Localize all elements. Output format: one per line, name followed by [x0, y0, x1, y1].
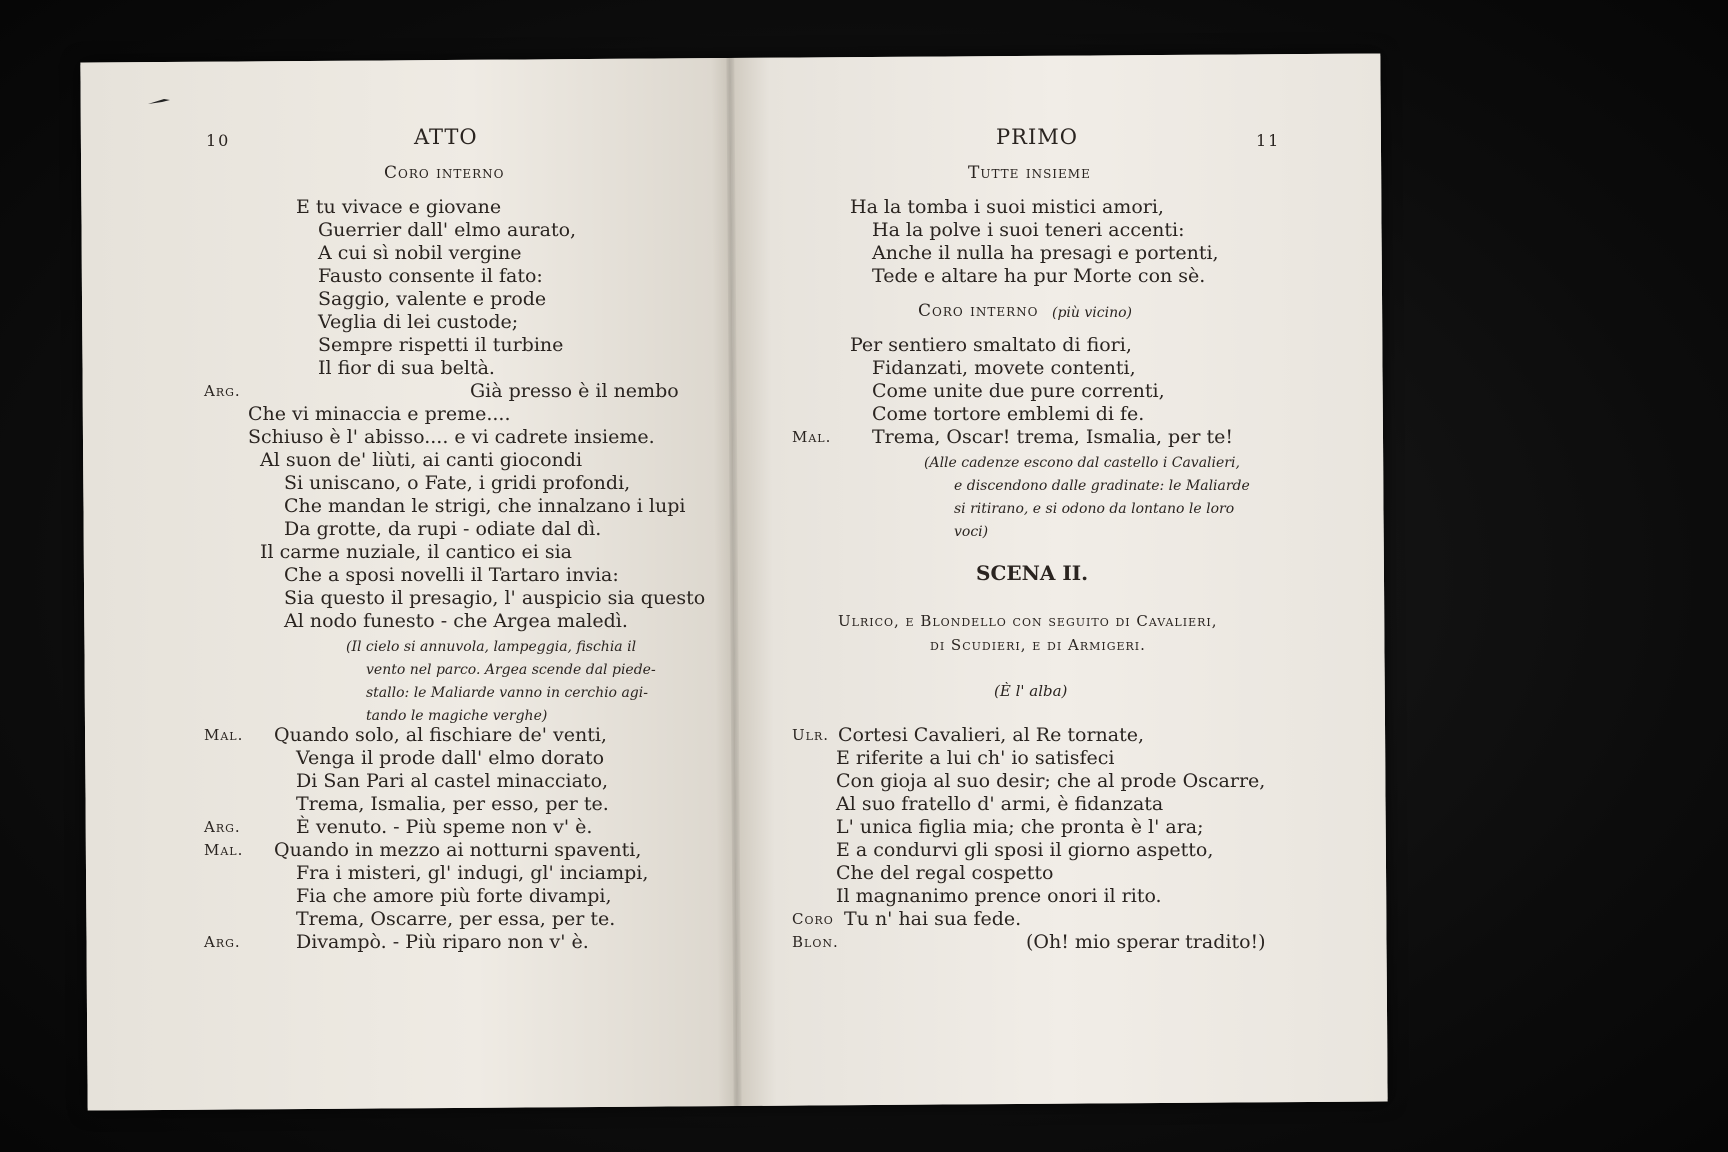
verse-line: Fausto consente il fato:	[318, 265, 543, 287]
verse-line: Sia questo il presagio, l' auspicio sia questo	[284, 587, 706, 609]
left-section-heading: Coro interno	[384, 163, 505, 183]
verse-line: È venuto. - Più speme non v' è.	[296, 816, 593, 838]
verse-line: Che vi minaccia e preme....	[248, 403, 511, 425]
right-running-head: PRIMO	[996, 125, 1078, 149]
stage-direction-line: (Alle cadenze escono dal castello i Cavalieri,	[924, 455, 1240, 471]
left-running-head: ATTO	[414, 125, 478, 149]
verse-line: Al suo fratello d' armi, è fidanzata	[836, 793, 1164, 815]
verse-line: E riferite a lui ch' io satisfeci	[836, 747, 1115, 769]
speaker-label: Coro	[792, 910, 834, 928]
verse-line: Saggio, valente e prode	[318, 288, 547, 310]
verse-line: Fra i misteri, gl' indugi, gl' inciampi,	[296, 862, 649, 884]
verse-line: Trema, Ismalia, per esso, per te.	[296, 793, 609, 815]
right-sub-heading: Coro interno	[918, 301, 1039, 321]
verse-line: Tu n' hai sua fede.	[844, 908, 1022, 930]
verse-line: Al nodo funesto - che Argea maledì.	[284, 610, 628, 632]
verse-line: Trema, Oscarre, per essa, per te.	[296, 908, 616, 930]
verse-line: Il carme nuziale, il cantico ei sia	[260, 541, 573, 563]
right-sub-heading-note: (più vicino)	[1052, 305, 1132, 321]
speaker-label: Arg.	[204, 933, 241, 951]
speaker-label: Arg.	[204, 818, 241, 836]
scene-cast-line-1: Ulrico, e Blondello con seguito di Cavalieri,	[838, 612, 1218, 630]
verse-line: Guerrier dall' elmo aurato,	[318, 219, 577, 241]
verse-line: Trema, Oscar! trema, Ismalia, per te!	[872, 426, 1234, 448]
verse-line: Ha la polve i suoi teneri accenti:	[872, 219, 1185, 241]
verse-line: Ha la tomba i suoi mistici amori,	[850, 196, 1164, 218]
stage-direction-line: si ritirano, e si odono da lontano le loro	[954, 501, 1235, 517]
verse-line: Sempre rispetti il turbine	[318, 334, 564, 356]
ink-mark-icon	[148, 98, 170, 106]
verse-line: Come tortore emblemi di fe.	[872, 403, 1145, 425]
right-section-heading: Tutte insieme	[968, 163, 1091, 183]
verse-line: (Oh! mio sperar tradito!)	[1026, 931, 1266, 953]
verse-line: Come unite due pure correnti,	[872, 380, 1165, 402]
verse-line: Che a sposi novelli il Tartaro invia:	[284, 564, 619, 586]
verse-line: A cui sì nobil vergine	[318, 242, 522, 264]
stage-direction-line: tando le magiche verghe)	[366, 708, 548, 724]
verse-line: Quando solo, al fischiare de' venti,	[274, 724, 607, 746]
verse-line: Per sentiero smaltato di fiori,	[850, 334, 1132, 356]
verse-line: Il fior di sua beltà.	[318, 357, 495, 379]
verse-line: Già presso è il nembo	[470, 380, 679, 402]
verse-line: Che mandan le strigi, che innalzano i lupi	[284, 495, 686, 517]
stage-direction-line: e discendono dalle gradinate: le Maliarde	[954, 478, 1250, 494]
scene-cast-line-2: di Scudieri, e di Armigeri.	[930, 636, 1146, 654]
verse-line: Fidanzati, movete contenti,	[872, 357, 1136, 379]
speaker-label: Mal.	[792, 428, 832, 446]
stage-direction-line: voci)	[954, 524, 989, 540]
verse-line: E a condurvi gli sposi il giorno aspetto,	[836, 839, 1214, 861]
verse-line: Al suon de' liùti, ai canti giocondi	[260, 449, 583, 471]
speaker-label: Mal.	[204, 841, 244, 859]
verse-line: Divampò. - Più riparo non v' è.	[296, 931, 589, 953]
scene-title: SCENA II.	[976, 561, 1089, 585]
right-page-number: 11	[1256, 131, 1281, 150]
verse-line: Venga il prode dall' elmo dorato	[296, 747, 605, 769]
verse-line: Schiuso è l' abisso.... e vi cadrete insieme.	[248, 426, 655, 448]
stage-direction-line: vento nel parco. Argea scende dal piede-	[366, 662, 656, 678]
verse-line: Che del regal cospetto	[836, 862, 1054, 884]
speaker-label: Ulr.	[792, 726, 829, 744]
verse-line: Il magnanimo prence onori il rito.	[836, 885, 1162, 907]
stage-direction-line: (Il cielo si annuvola, lampeggia, fischia il	[346, 639, 637, 655]
speaker-label: Arg.	[204, 382, 241, 400]
verse-line: E tu vivace e giovane	[296, 196, 502, 218]
verse-line: Con gioja al suo desir; che al prode Oscarre,	[836, 770, 1266, 792]
verse-line: Da grotte, da rupi - odiate dal dì.	[284, 518, 602, 540]
verse-line: Di San Pari al castel minacciato,	[296, 770, 609, 792]
verse-line: Si uniscano, o Fate, i gridi profondi,	[284, 472, 631, 494]
speaker-label: Mal.	[204, 726, 244, 744]
verse-line: Fia che amore più forte divampi,	[296, 885, 612, 907]
verse-line: Anche il nulla ha presagi e portenti,	[872, 242, 1219, 264]
scene-note: (È l' alba)	[994, 682, 1068, 700]
verse-line: Cortesi Cavalieri, al Re tornate,	[838, 724, 1145, 746]
speaker-label: Blon.	[792, 933, 839, 951]
left-page-number: 10	[206, 131, 231, 150]
verse-line: Quando in mezzo ai notturni spaventi,	[274, 839, 642, 861]
verse-line: Tede e altare ha pur Morte con sè.	[872, 265, 1206, 287]
verse-line: Veglia di lei custode;	[318, 311, 519, 333]
stage-direction-line: stallo: le Maliarde vanno in cerchio agi-	[366, 685, 648, 701]
verse-line: L' unica figlia mia; che pronta è l' ara;	[836, 816, 1204, 838]
